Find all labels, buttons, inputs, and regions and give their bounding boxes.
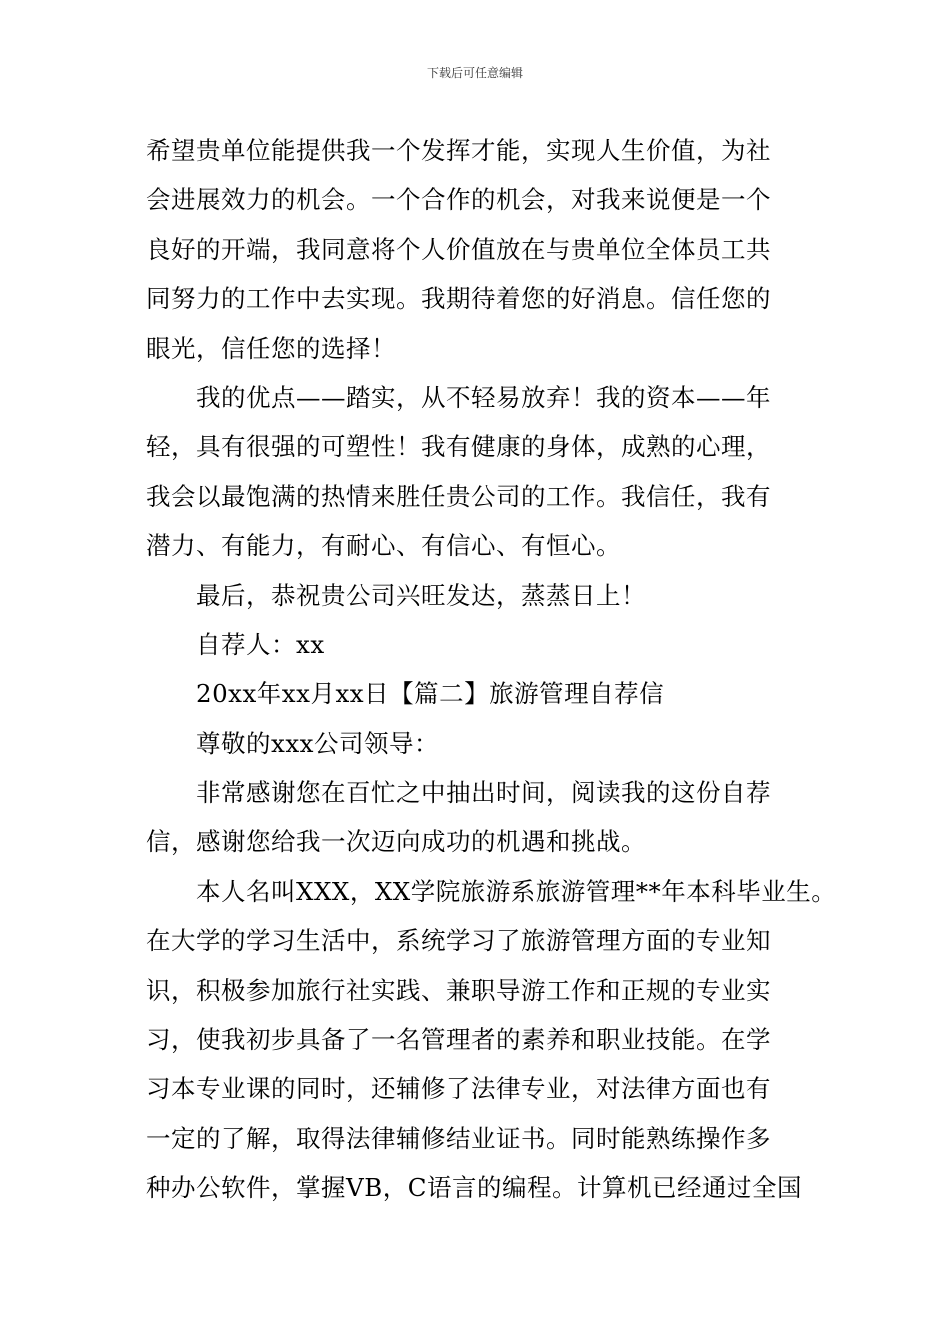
text-line: 尊敬的xxx公司领导： [196, 728, 439, 758]
text-line: 会进展效力的机会。一个合作的机会，对我来说便是一个 [146, 185, 771, 215]
text-line: 习，使我初步具备了一名管理者的素养和职业技能。在学 [146, 1025, 771, 1055]
text-line: 种办公软件，掌握VB，C语言的编程。计算机已经通过全国 [146, 1173, 802, 1203]
text-line: 识，积极参加旅行社实践、兼职导游工作和正规的专业实 [146, 975, 771, 1005]
text-line: 潜力、有能力，有耐心、有信心、有恒心。 [146, 531, 621, 561]
text-line: 本人名叫XXX，XX学院旅游系旅游管理**年本科毕业生。 [196, 876, 837, 906]
text-line: 信，感谢您给我一次迈向成功的机遇和挑战。 [146, 827, 646, 857]
text-line: 我的优点——踏实，从不轻易放弃！我的资本——年 [196, 382, 771, 412]
text-line: 同努力的工作中去实现。我期待着您的好消息。信任您的 [146, 284, 771, 314]
text-line: 轻，具有很强的可塑性！我有健康的身体，成熟的心理， [146, 432, 771, 462]
page-header: 下载后可任意编辑 [426, 66, 523, 80]
text-line: 习本专业课的同时，还辅修了法律专业，对法律方面也有 [146, 1074, 771, 1104]
text-line: 非常感谢您在百忙之中抽出时间，阅读我的这份自荐 [196, 778, 771, 808]
document-body [146, 126, 837, 1213]
text-line: 良好的开端，我同意将个人价值放在与贵单位全体员工共 [146, 234, 771, 264]
text-line: 我会以最饱满的热情来胜任贵公司的工作。我信任，我有 [146, 481, 771, 511]
text-line: 自荐人：xx [196, 629, 325, 659]
text-line: 20xx年xx月xx日【篇二】旅游管理自荐信 [196, 679, 665, 709]
text-line: 在大学的学习生活中，系统学习了旅游管理方面的专业知 [146, 926, 771, 956]
text-line: 最后，恭祝贵公司兴旺发达，蒸蒸日上！ [196, 580, 646, 610]
text-line: 一定的了解，取得法律辅修结业证书。同时能熟练操作多 [146, 1123, 771, 1153]
text-line: 希望贵单位能提供我一个发挥才能，实现人生价值，为社 [146, 136, 771, 165]
text-line: 眼光，信任您的选择！ [146, 333, 396, 363]
